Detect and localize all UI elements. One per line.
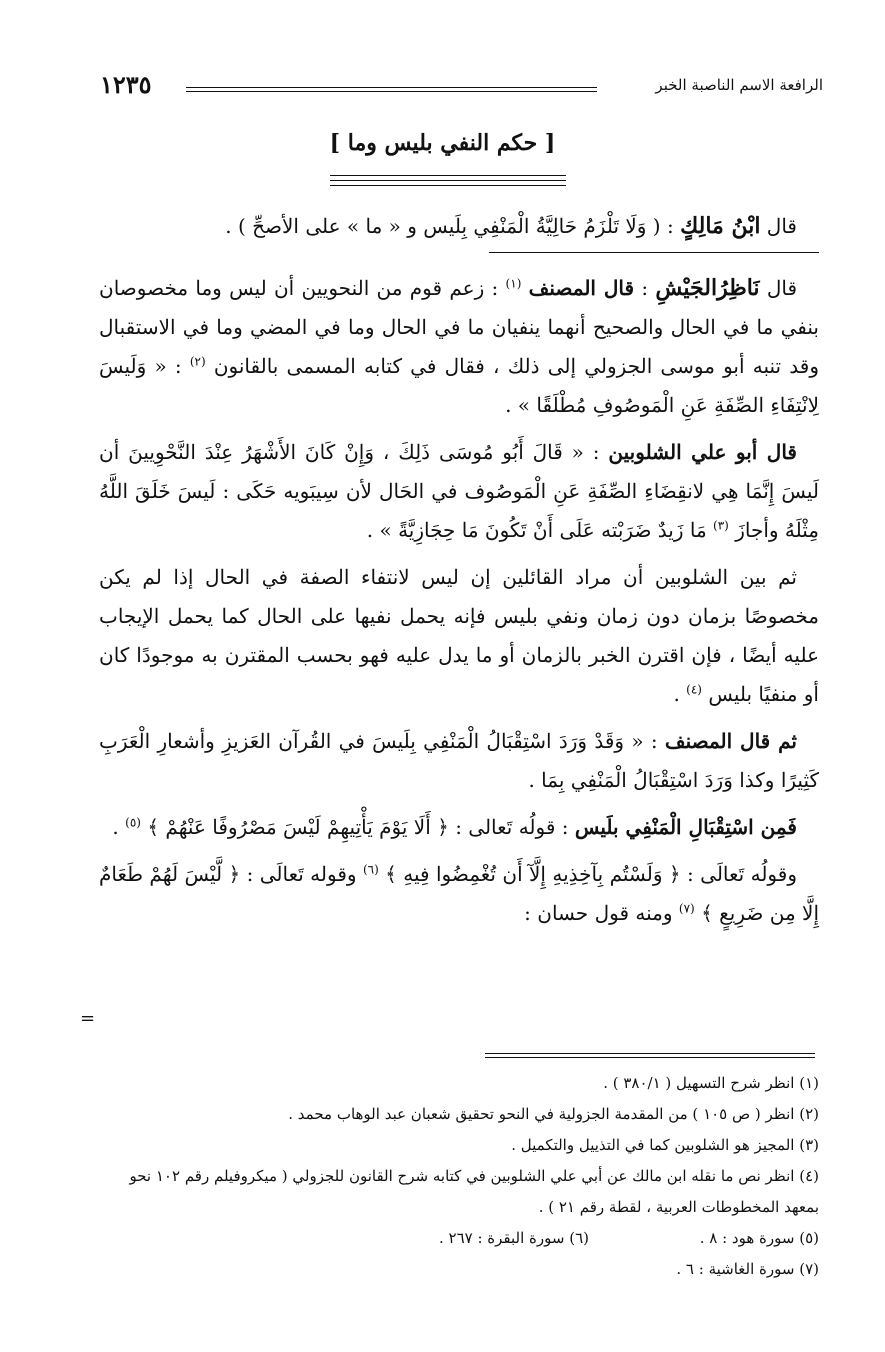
paragraph-shalawbin <box>99 433 819 550</box>
paragraph-quran-example-2 <box>99 855 819 933</box>
section-heading: [ حكم النفي بليس وما ] <box>329 130 556 156</box>
paragraph-author-quote <box>99 722 819 800</box>
paragraph-text: : « وَلَيسَ لِانْتِفَاءِ الصِّفَةِ عَنِ الْمَوصُوفِ مُطْلَقًا » . <box>99 354 819 417</box>
paragraph-gap <box>99 714 819 722</box>
paragraph-end: . <box>112 815 126 839</box>
footnote-ref-7[interactable]: (٧) <box>678 901 695 916</box>
paragraph-nazir-al-jaysh <box>99 269 819 425</box>
paragraph-separator <box>489 252 819 253</box>
footnote-ref-5[interactable]: (٥) <box>125 815 141 830</box>
paragraph-quran-example-1 <box>99 808 819 847</box>
paragraph-lead: قال <box>759 276 798 300</box>
footnote-ref-6[interactable]: (٦) <box>362 862 379 877</box>
paragraph-text: : « قَالَ أَبُو مُوسَى ذَلِكَ ، وَإِنْ كَانَ الأَشْهَرُ عِنْدَ النَّحْوِيينَ أن لَيسَ إِنَّمَا هِي لانقِضَاءِ الصِّفَةِ عَنِ الْمَوصُوف في الحَال لأن سِيبَويه حَكَى : لَيسَ خَلَقَ اللَّهُ مِثْلَهُ وأجازَ <box>99 440 819 542</box>
paragraph-text: مَا زَيدٌ ضَرَبْته عَلَى أَنْ تَكُونَ مَا حِجَازِيَّةً » . <box>366 518 714 542</box>
footnote-row-5-6 <box>99 1223 819 1254</box>
running-header <box>100 70 823 104</box>
author-name-ibn-malik: ابْنُ مَالِكٍ <box>680 213 761 239</box>
quran-verse: وقولُه تَعالَى : ﴿ وَلَسْتُم بِآخِذِيهِ إِلَّآ أَن تُغْمِضُوا فِيهِ ﴾ <box>378 862 797 886</box>
quran-verse: وقوله تَعالَى : ﴿ لَّيْسَ لَهُمْ طَعَامٌ إِلَّا مِن ضَرِيعٍ ﴾ <box>99 862 819 925</box>
paragraph-text: : ( وَلَا تَلْزَمُ حَالِيَّةُ الْمَنْفِي بِلَيس و « ما » على الأصحِّ ) . <box>225 214 681 238</box>
paragraph-gap <box>99 847 819 855</box>
speaker-label: فَمِن اسْتِقْبَالِ الْمَنْفِي بلَيس <box>574 815 797 839</box>
paragraph-colon: : <box>634 276 656 300</box>
footnote-1: (١) انظر شرح التسهيل ( ٣٨٠/١ ) . <box>603 1074 819 1092</box>
heading-rule-2 <box>330 180 566 181</box>
running-header-rule <box>186 87 597 92</box>
footnote-rule <box>485 1053 815 1058</box>
paragraph-text: : « وَقَدْ وَرَدَ اسْتِقْبَالُ الْمَنْفِي بِلَيسَ في القُرآن العَزيزِ وأشعارِ الْعَرَبِ كَثِيرًا وكذا وَرَدَ اسْتِقْبَالُ الْمَنْفِي بِمَا . <box>99 729 819 792</box>
paragraph-text: ومنه قول حسان : <box>524 901 679 925</box>
footnotes <box>99 1068 819 1285</box>
paragraph-gap <box>99 550 819 558</box>
paragraph-text: : زعم قوم من النحويين أن ليس وما مخصوصان بنفي ما في الحال والصحيح أنهما ينفيان ما في الحال وما في المضي وما في الاستقبال وقد تنبه أبو موسى الجزولي إلى ذلك ، فقال في كتابه المسمى بالقانون <box>99 276 819 378</box>
quran-verse: : قولُه تَعالى : ﴿ أَلَا يَوْمَ يَأْتِيهِمْ لَيْسَ مَصْرُوفًا عَنْهُمْ ﴾ <box>140 815 575 839</box>
footnote-4: (٤) انظر نص ما نقله ابن مالك عن أبي علي الشلوبين في كتابه شرح القانون للجزولي ( ميكروفيلم رقم ١٠٢ نحو بمعهد المخطوطات العربية ، لقطة رقم ٢١ ) . <box>129 1167 819 1216</box>
paragraph-gap <box>99 425 819 433</box>
paragraph-gap <box>99 800 819 808</box>
speaker-label: ثم قال المصنف <box>664 729 797 753</box>
footnote-7: (٧) سورة الغاشية : ٦ . <box>676 1260 819 1278</box>
footnote-2: (٢) انظر ( ص ١٠٥ ) من المقدمة الجزولية في النحو تحقيق شعبان عبد الوهاب محمد . <box>288 1105 819 1123</box>
footnote-ref-2[interactable]: (٢) <box>189 354 206 369</box>
footnote-ref-3[interactable]: (٣) <box>713 518 729 533</box>
running-title: الرافعة الاسم الناصبة الخبر <box>655 76 823 94</box>
footnote-5: (٥) سورة هود : ٨ . <box>699 1229 819 1247</box>
heading-rule-3 <box>330 185 566 186</box>
footnote-3: (٣) المجيز هو الشلوبين كما في التذييل والتكميل . <box>511 1136 819 1154</box>
body-text <box>99 207 819 933</box>
speaker-label: قال المصنف <box>528 276 635 300</box>
footnote-6: (٦) سورة البقرة : ٢٦٧ . <box>438 1229 589 1247</box>
footnote-ref-4[interactable]: (٤) <box>686 682 702 697</box>
footnote-ref-1[interactable]: (١) <box>505 276 522 291</box>
margin-mark: = <box>80 1008 96 1029</box>
speaker-label: قال أبو علي الشلوبين <box>608 440 797 464</box>
paragraph-text: ثم بين الشلوبين أن مراد القائلين إن ليس لانتفاء الصفة في الحال إذا لم يكن مخصوصًا بزمان دون زمان ونفي بليس فإنه يحمل نفيها على الحال كما يحمل الإيجاب عليه أيضًا ، فإن اقترن الخبر بالزمان أو ما يدل عليه فهو بحسب المقترن به موجودًا كان أو منفيًا بليس <box>99 565 819 706</box>
paragraph-explanation <box>99 558 819 714</box>
page-number: ١٢٣٥ <box>100 70 152 99</box>
paragraph-ibn-malik <box>99 207 819 246</box>
paragraph-lead: قال <box>760 214 797 238</box>
paragraph-end: . <box>673 682 687 706</box>
author-name-nazir-al-jaysh: نَاظِرُالجَيْشِ <box>655 275 760 301</box>
heading-rule-1 <box>330 175 566 176</box>
